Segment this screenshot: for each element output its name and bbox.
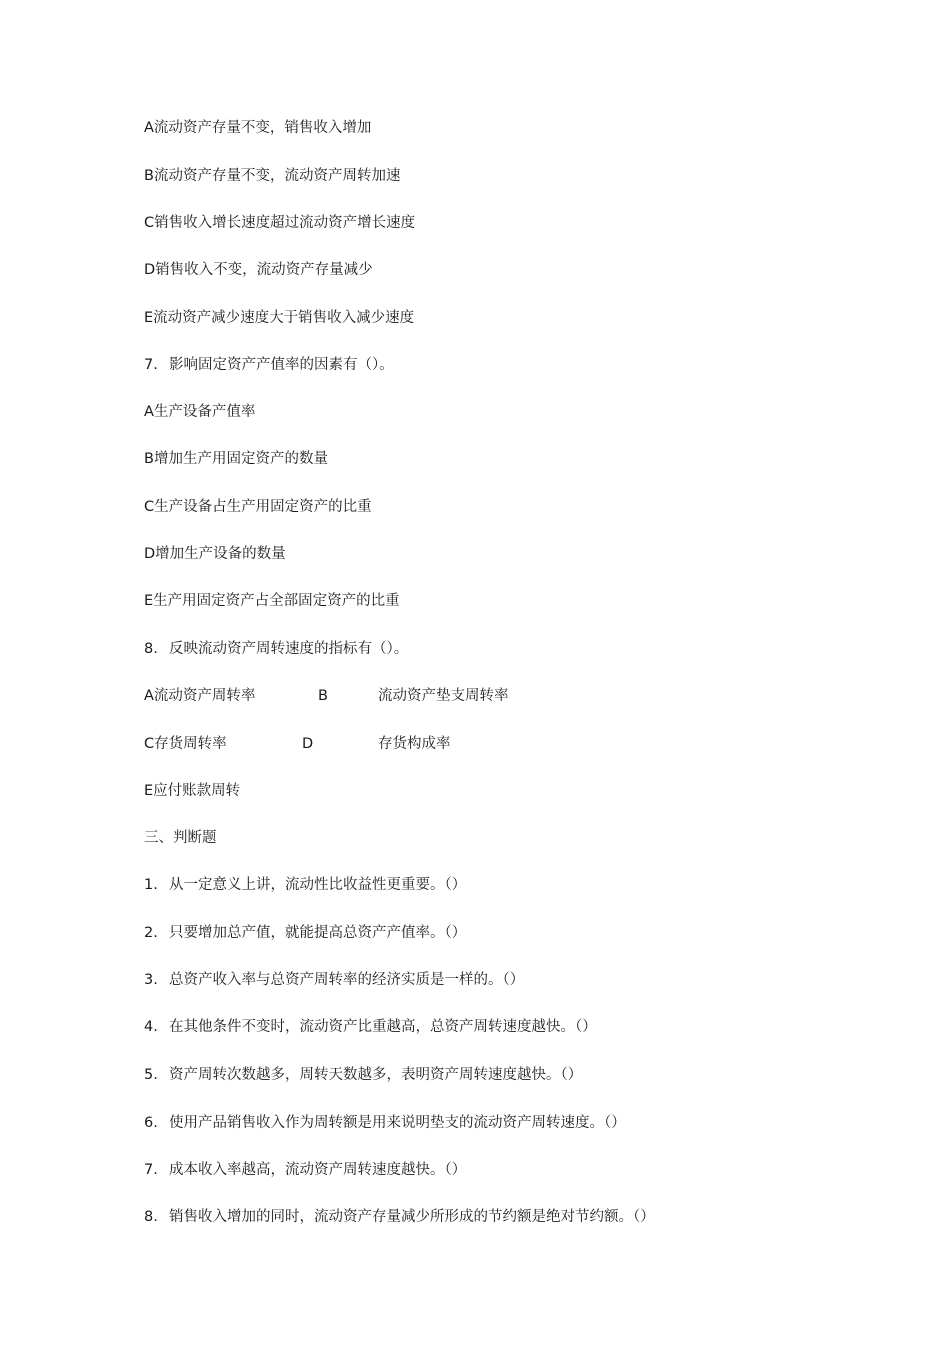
q7-question <box>144 355 394 375</box>
judge-item-1 <box>144 875 466 895</box>
judge-item-number: 8. <box>144 1209 158 1225</box>
q8-option-d-text: 存货构成率 <box>378 736 451 752</box>
q6-option-b: B流动资产存量不变，流动资产周转加速 <box>144 168 401 184</box>
section3-heading: 三、判断题 <box>144 830 217 846</box>
judge-item-7 <box>144 1160 466 1180</box>
judge-item-text: 销售收入增加的同时，流动资产存量减少所形成的节约额是绝对节约额。（） <box>169 1209 655 1225</box>
judge-item-5 <box>144 1065 582 1085</box>
judge-item-text: 在其他条件不变时，流动资产比重越高，总资产周转速度越快。（） <box>169 1019 597 1035</box>
q7-option-c: C生产设备占生产用固定资产的比重 <box>144 499 372 515</box>
judge-item-8 <box>144 1207 655 1227</box>
judge-item-3 <box>144 970 524 990</box>
q8-option-b-text: 流动资产垫支周转率 <box>378 688 509 704</box>
q7-option-b: B增加生产用固定资产的数量 <box>144 451 328 467</box>
judge-item-text: 总资产收入率与总资产周转率的经济实质是一样的。（） <box>169 972 525 988</box>
judge-item-number: 7. <box>144 1162 158 1178</box>
judge-item-text: 从一定意义上讲，流动性比收益性更重要。（） <box>169 877 467 893</box>
q6-option-a: A流动资产存量不变，销售收入增加 <box>144 120 372 136</box>
judge-item-6 <box>144 1113 626 1133</box>
judge-item-number: 4. <box>144 1019 158 1035</box>
q7-number: 7. <box>144 357 158 373</box>
judge-item-number: 3. <box>144 972 158 988</box>
q6-option-c: C销售收入增长速度超过流动资产增长速度 <box>144 215 416 231</box>
judge-item-text: 成本收入率越高，流动资产周转速度越快。（） <box>169 1162 467 1178</box>
judge-item-number: 1. <box>144 877 158 893</box>
q8-option-e: E应付账款周转 <box>144 783 241 799</box>
q7-option-d: D增加生产设备的数量 <box>144 546 286 562</box>
q8-option-a: A流动资产周转率 <box>144 688 256 704</box>
q8-number: 8. <box>144 641 158 657</box>
q8-option-c: C存货周转率 <box>144 736 227 752</box>
q7-text: 影响固定资产产值率的因素有（）。 <box>169 357 394 373</box>
q7-option-e: E生产用固定资产占全部固定资产的比重 <box>144 593 400 609</box>
q7-option-a: A生产设备产值率 <box>144 404 256 420</box>
q8-option-b-letter: B <box>318 688 328 704</box>
judge-item-text: 使用产品销售收入作为周转额是用来说明垫支的流动资产周转速度。（） <box>169 1115 626 1131</box>
q6-option-d: D销售收入不变，流动资产存量减少 <box>144 262 373 278</box>
q6-option-e: E流动资产减少速度大于销售收入减少速度 <box>144 310 415 326</box>
judge-item-4 <box>144 1017 597 1037</box>
judge-item-text: 资产周转次数越多，周转天数越多，表明资产周转速度越快。（） <box>169 1067 583 1083</box>
judge-item-number: 5. <box>144 1067 158 1083</box>
q8-option-d-letter: D <box>302 736 314 752</box>
q8-question <box>144 639 408 659</box>
judge-item-number: 6. <box>144 1115 158 1131</box>
judge-item-2 <box>144 923 466 943</box>
q8-text: 反映流动资产周转速度的指标有（）。 <box>169 641 409 657</box>
judge-item-number: 2. <box>144 925 158 941</box>
judge-item-text: 只要增加总产值，就能提高总资产产值率。（） <box>169 925 467 941</box>
